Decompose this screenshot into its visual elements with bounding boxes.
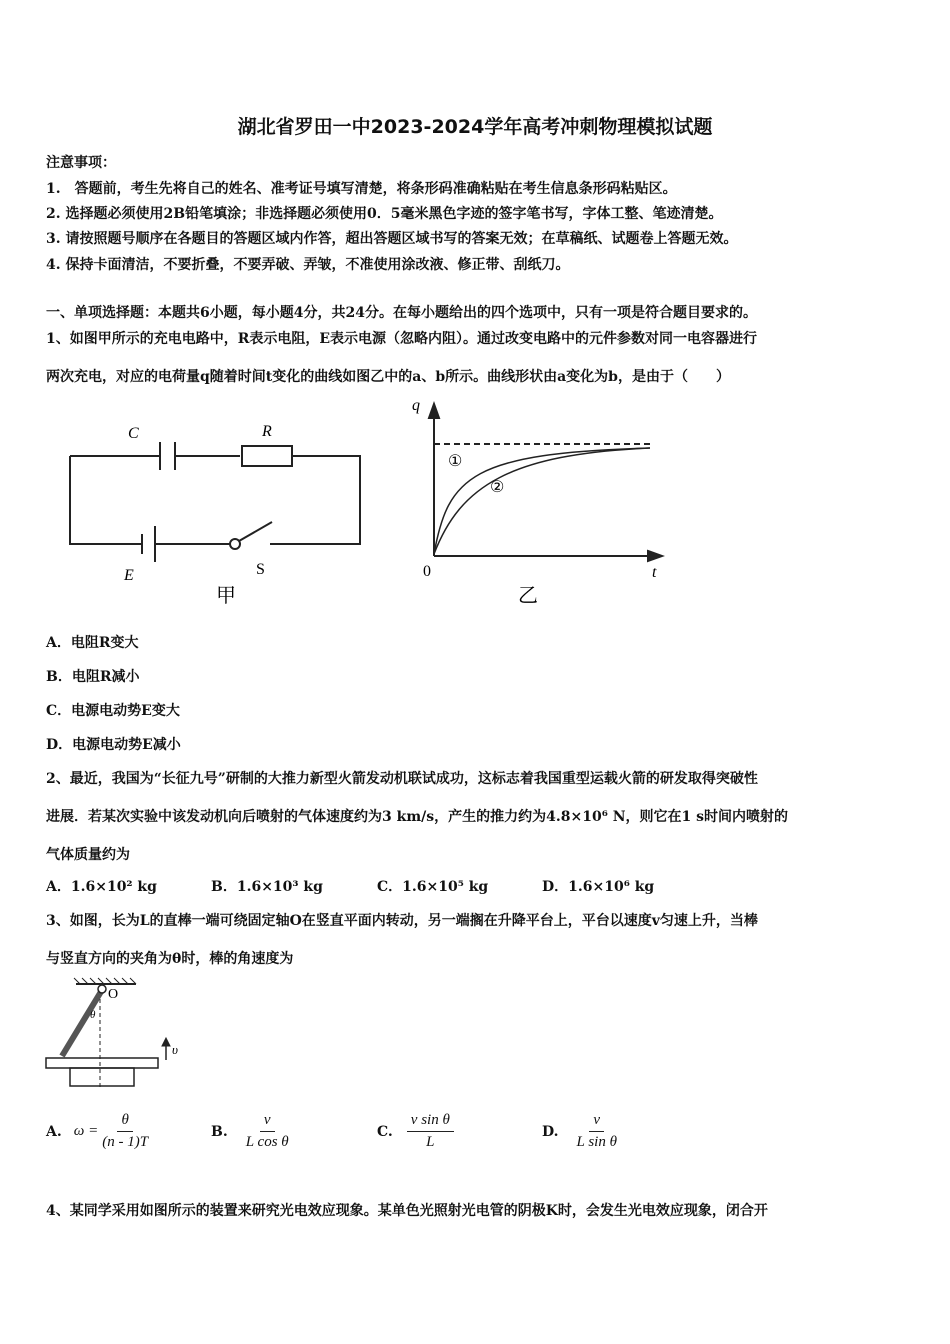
q2-option-a[interactable]: A．1.6×10² kg — [46, 879, 157, 895]
numerator: θ — [117, 1112, 132, 1132]
fraction — [242, 1112, 293, 1151]
figure-caption-jia: 甲 — [216, 585, 236, 607]
option-label: C. — [377, 1123, 393, 1140]
denominator: (n - 1)T — [102, 1134, 149, 1150]
page-title: 湖北省罗田一中2023-2024学年高考冲刺物理模拟试题 — [237, 116, 713, 138]
q2-option-d[interactable]: D．1.6×10⁶ kg — [542, 879, 655, 895]
fraction — [98, 1112, 152, 1151]
angle-label: θ — [90, 1009, 96, 1021]
note-item: 2. 选择题必须使用2B铅笔填涂；非选择题必须使用0．5毫米黑色字迹的签字笔书写，字体工整、笔迹清楚。 — [46, 206, 723, 222]
q1-option-b[interactable]: B．电阻R减小 — [46, 669, 140, 685]
fraction — [407, 1112, 454, 1151]
q3-option-b[interactable] — [211, 1112, 293, 1151]
circuit-diagram — [60, 412, 380, 612]
denominator: L sin θ — [576, 1134, 617, 1150]
q3-stem-line2: 与竖直方向的夹角为θ时，棒的角速度为 — [46, 951, 294, 967]
denominator: L — [426, 1134, 435, 1150]
note-item: 1. 答题前，考生先将自己的姓名、准考证号填写清楚，将条形码准确粘贴在考生信息条形码粘贴区。 — [46, 181, 677, 197]
rod-platform-diagram — [40, 976, 200, 1096]
pivot-label: O — [108, 987, 119, 1002]
option-label: D. — [542, 1123, 559, 1140]
figure-caption-yi: 乙 — [518, 585, 538, 607]
numerator: v sin θ — [407, 1112, 454, 1132]
q-axis-label: q — [412, 397, 420, 414]
q1-option-d[interactable]: D．电源电动势E减小 — [46, 737, 181, 753]
option-label: B. — [211, 1123, 228, 1140]
curve-2-label: ② — [490, 479, 505, 496]
capacitor-label: C — [128, 425, 139, 442]
note-item: 4. 保持卡面清洁，不要折叠，不要弄破、弄皱，不准使用涂改液、修正带、刮纸刀。 — [46, 257, 570, 273]
numerator: v — [589, 1112, 604, 1132]
origin-label: 0 — [423, 563, 431, 580]
q2-stem-line3: 气体质量约为 — [46, 847, 130, 863]
q3-stem-line1: 3、如图，长为L的直棒一端可绕固定轴O在竖直平面内转动，另一端搁在升降平台上，平台以速度v匀速上升，当棒 — [46, 913, 758, 929]
numerator: v — [260, 1112, 275, 1132]
notes-heading: 注意事项： — [46, 155, 116, 171]
q2-option-b[interactable]: B．1.6×10³ kg — [211, 879, 323, 895]
q2-stem-line1: 2、最近，我国为“长征九号”研制的大推力新型火箭发动机联试成功，这标志着我国重型运载火箭的研发取得突破性 — [46, 771, 758, 787]
q1-stem-line2: 两次充电，对应的电荷量q随着时间t变化的曲线如图乙中的a、b所示。曲线形状由a变化为b，是由于（ ） — [46, 369, 730, 385]
curve-1-label: ① — [448, 453, 463, 470]
source-label: E — [124, 567, 134, 584]
omega-prefix: ω = — [73, 1123, 99, 1139]
q1-option-c[interactable]: C．电源电动势E变大 — [46, 703, 180, 719]
q1-option-a[interactable]: A．电阻R变大 — [46, 635, 139, 651]
q2-option-c[interactable]: C．1.6×10⁵ kg — [377, 879, 489, 895]
q2-stem-line2: 进展．若某次实验中该发动机向后喷射的气体速度约为3 km/s，产生的推力约为4.8×10⁶ N，则它在1 s时间内喷射的 — [46, 809, 788, 825]
q3-option-d[interactable] — [542, 1112, 621, 1151]
velocity-label: υ — [172, 1042, 178, 1057]
q3-option-c[interactable] — [377, 1112, 454, 1151]
resistor-label: R — [262, 423, 272, 440]
q3-option-a[interactable] — [46, 1112, 152, 1151]
section-heading: 一、单项选择题：本题共6小题，每小题4分，共24分。在每小题给出的四个选项中，只有一项是符合题目要求的。 — [46, 305, 757, 321]
charge-time-graph — [410, 396, 670, 608]
fraction — [573, 1112, 621, 1151]
t-axis-label: t — [652, 564, 657, 581]
denominator: L cos θ — [245, 1134, 289, 1150]
q4-stem-line1: 4、某同学采用如图所示的装置来研究光电效应现象。某单色光照射光电管的阴极K时，会发生光电效应现象，闭合开 — [46, 1203, 768, 1219]
switch-label: S — [256, 561, 265, 578]
option-label: A. — [46, 1123, 62, 1140]
note-item: 3. 请按照题号顺序在各题目的答题区域内作答，超出答题区域书写的答案无效；在草稿纸、试题卷上答题无效。 — [46, 231, 738, 247]
q1-stem-line1: 1、如图甲所示的充电电路中，R表示电阻，E表示电源（忽略内阻）。通过改变电路中的元件参数对同一电容器进行 — [46, 331, 758, 347]
